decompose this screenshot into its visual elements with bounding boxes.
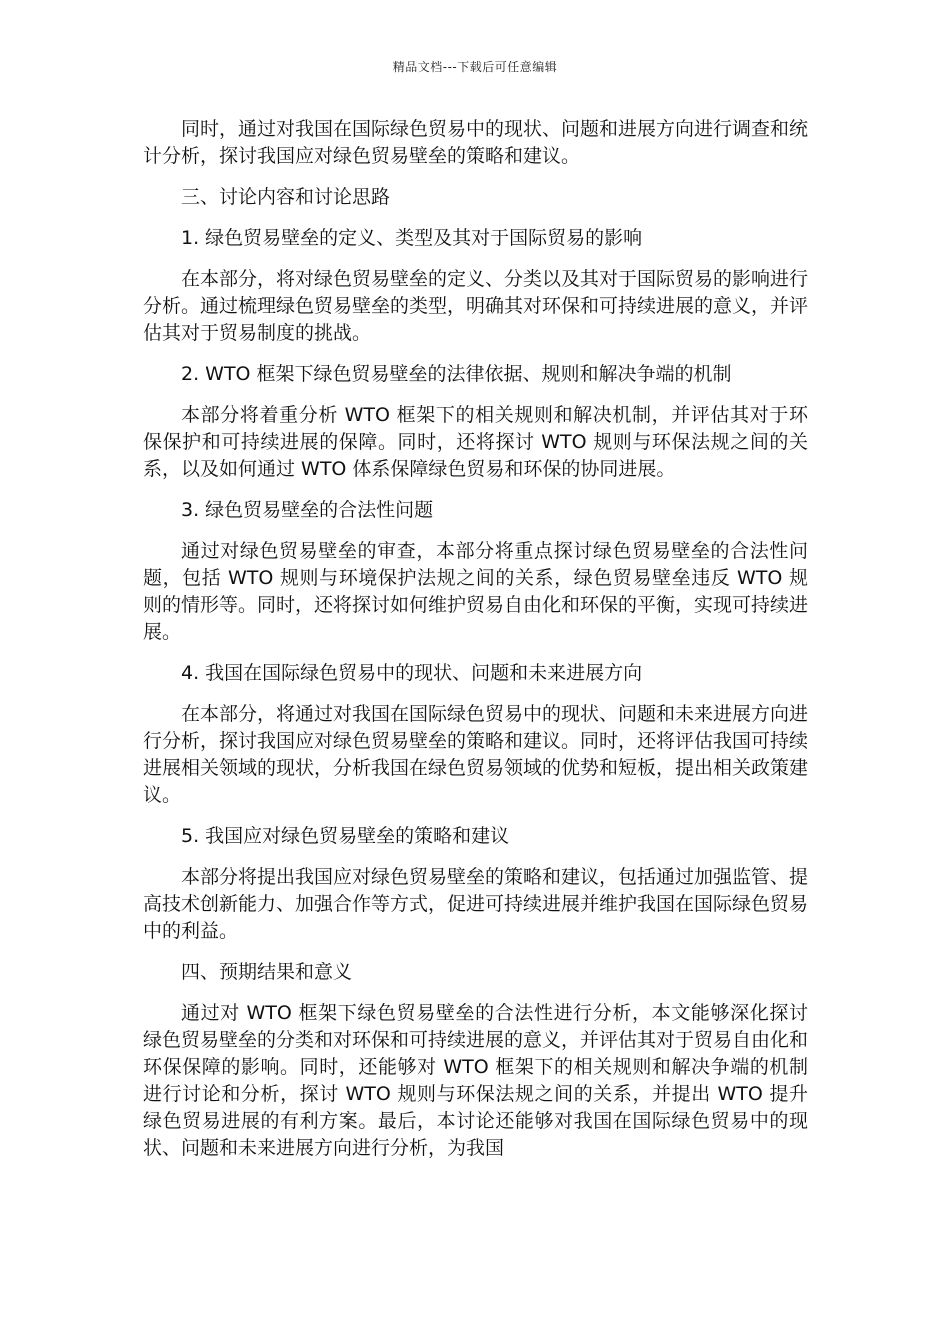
page-header: 精品文档---下载后可任意编辑 [392, 60, 558, 74]
subsection-heading: 2. WTO 框架下绿色贸易壁垒的法律依据、规则和解决争端的机制 [181, 363, 732, 385]
subsection-heading: 1. 绿色贸易壁垒的定义、类型及其对于国际贸易的影响 [181, 227, 643, 249]
document-body [143, 116, 808, 1176]
section-heading: 三、讨论内容和讨论思路 [181, 186, 391, 208]
paragraph: 同时，通过对我国在国际绿色贸易中的现状、问题和进展方向进行调查和统计分析，探讨我国应对绿色贸易壁垒的策略和建议。 [143, 118, 809, 167]
paragraph: 在本部分，将对绿色贸易壁垒的定义、分类以及其对于国际贸易的影响进行分析。通过梳理绿色贸易壁垒的类型，明确其对环保和可持续进展的意义，并评估其对于贸易制度的挑战。 [143, 268, 809, 344]
subsection-heading: 5. 我国应对绿色贸易壁垒的策略和建议 [181, 825, 510, 847]
subsection-heading: 4. 我国在国际绿色贸易中的现状、问题和未来进展方向 [181, 662, 643, 684]
paragraph: 在本部分，将通过对我国在国际绿色贸易中的现状、问题和未来进展方向进行分析，探讨我国应对绿色贸易壁垒的策略和建议。同时，还将评估我国可持续进展相关领域的现状，分析我国在绿色贸易领域的优势和短板，提出相关政策建议。 [143, 703, 809, 806]
paragraph: 通过对 WTO 框架下绿色贸易壁垒的合法性进行分析，本文能够深化探讨绿色贸易壁垒的分类和对环保和可持续进展的意义，并评估其对于贸易自由化和环保保障的影响。同时，还能够对 WTO 框架下的相关规则和解决争端的机制进行讨论和分析，探讨 WTO 规则与环保法规之间的关系，并提出 WTO 提升绿色贸易进展的有利方案。最后，本讨论还能够对我国在国际绿色贸易中的现状、问题和未来进展方向进行分析，为我国 [143, 1002, 809, 1159]
paragraph: 本部分将着重分析 WTO 框架下的相关规则和解决机制，并评估其对于环保保护和可持续进展的保障。同时，还将探讨 WTO 规则与环保法规之间的关系，以及如何通过 WTO 体系保障绿色贸易和环保的协同进展。 [143, 404, 808, 480]
paragraph: 本部分将提出我国应对绿色贸易壁垒的策略和建议，包括通过加强监管、提高技术创新能力、加强合作等方式，促进可持续进展并维护我国在国际绿色贸易中的利益。 [143, 866, 809, 942]
section-heading: 四、预期结果和意义 [181, 961, 353, 983]
subsection-heading: 3. 绿色贸易壁垒的合法性问题 [181, 499, 434, 521]
paragraph: 通过对绿色贸易壁垒的审查，本部分将重点探讨绿色贸易壁垒的合法性问题，包括 WTO 规则与环境保护法规之间的关系，绿色贸易壁垒违反 WTO 规则的情形等。同时，还将探讨如何维护贸易自由化和环保的平衡，实现可持续进展。 [143, 540, 809, 643]
